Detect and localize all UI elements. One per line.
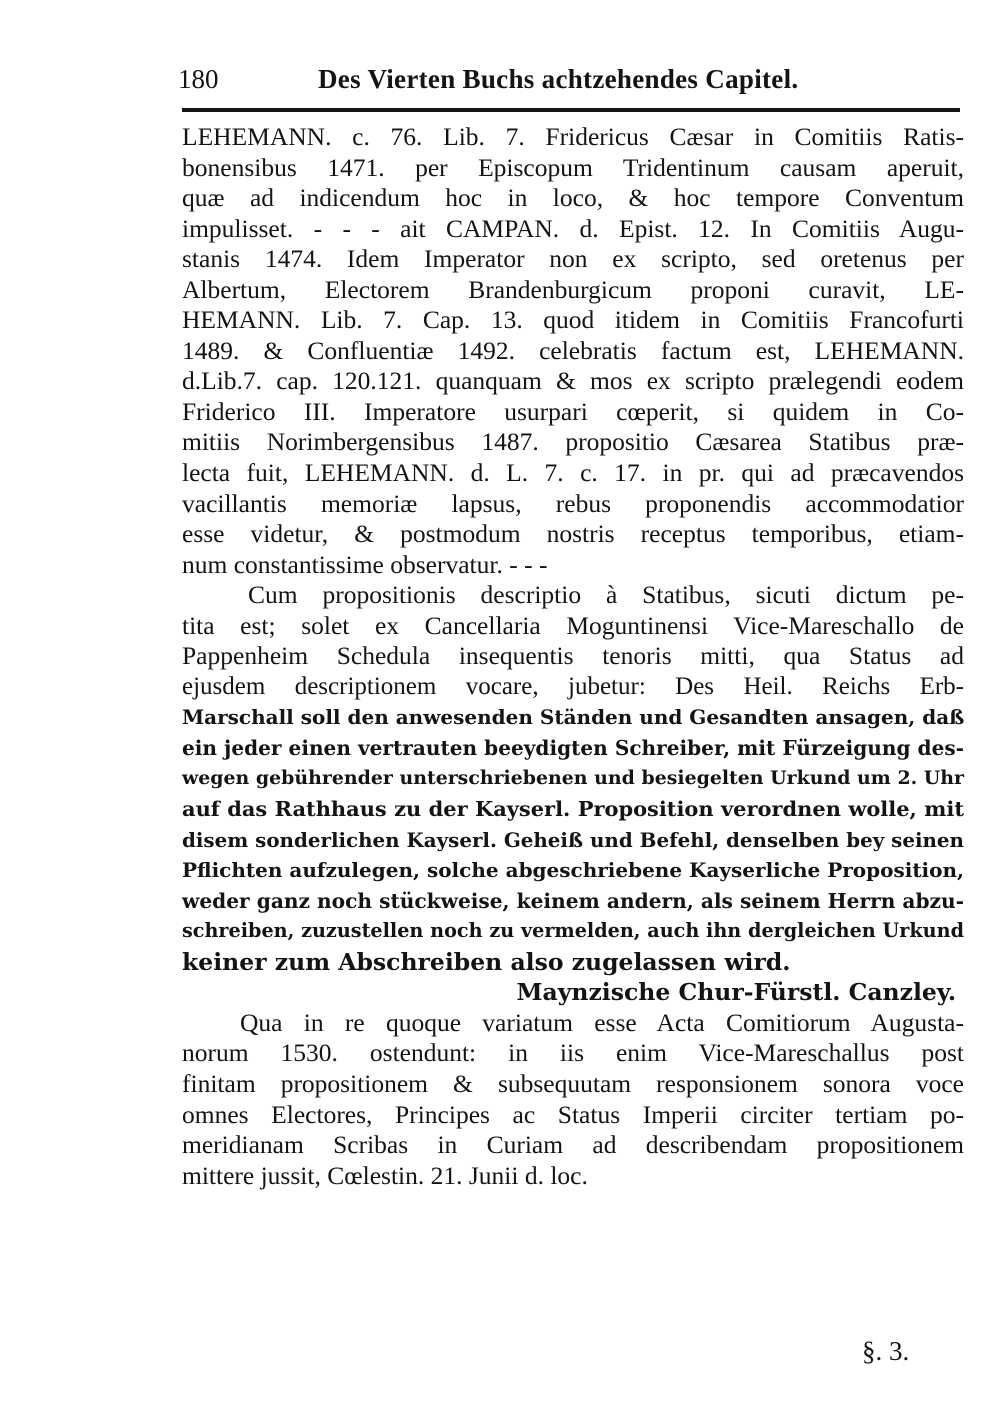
body-text [182,122,964,1191]
fraktur-line: schreiben, zuzustellen noch zu vermelden, auch ihn dergleichen Urkund [182,919,964,943]
text-line: HEMANN. Lib. 7. Cap. 13. quod itidem in Comitiis Francofurti [182,305,964,335]
text-line: lecta fuit, LEHEMANN. d. L. 7. c. 17. in pr. qui ad præcavendos [182,458,964,488]
text-line: stanis 1474. Idem Imperator non ex scripto, sed oretenus per [182,244,964,274]
paragraph-start-line: Qua in re quoque variatum esse Acta Comitiorum Augusta- [240,1007,964,1037]
text-line: vacillantis memoriæ lapsus, rebus proponendis accommodatior [182,488,964,518]
text-line: norum 1530. ostendunt: in iis enim Vice-Mareschallus post [182,1038,964,1068]
text-line: esse videtur, & postmodum nostris receptus temporibus, etiam- [182,519,964,549]
text-line: num constantissime observatur. - - - [182,549,548,579]
fraktur-line: Marschall soll den anwesenden Ständen und Gesandten ansagen, daß [182,705,965,730]
text-line: Friderico III. Imperatore usurpari cœperit, si quidem in Co- [182,396,964,426]
fraktur-line: Pflichten aufzulegen, solche abgeschriebene Kayserliche Proposition, [182,858,964,883]
text-line: Albertum, Electorem Brandenburgicum proponi curavit, LE- [182,274,964,304]
chancery-signature: Maynzische Chur-Fürstl. Canzley. [516,978,956,1007]
fraktur-line: keiner zum Abschreiben also zugelassen wird. [182,947,791,976]
text-line: d.Lib.7. cap. 120.121. quanquam & mos ex scripto prælegendi eodem [182,366,964,396]
page-header [178,64,960,104]
text-line: 1489. & Confluentiæ 1492. celebratis factum est, LEHEMANN. [182,335,964,365]
text-line: impulisset. - - - ait CAMPAN. d. Epist. 12. In Comitiis Augu- [182,213,964,243]
header-rule [182,108,960,112]
text-line: Pappenheim Schedula insequentis tenoris mitti, qua Status ad [182,641,964,671]
text-line: meridianam Scribas in Curiam ad describendam propositionem [182,1130,964,1160]
fraktur-line: disem sonderlichen Kayserl. Geheiß und Befehl, denselben bey seinen [182,827,964,852]
fraktur-line: wegen gebührender unterschriebenen und besiegelten Urkund um 2. Uhr [182,767,964,790]
text-line: tita est; solet ex Cancellaria Moguntinensi Vice-Mareschallo de [182,610,964,640]
text-line: ejusdem descriptionem vocare, jubetur: Des Heil. Reichs Erb- [182,672,964,700]
catchword: §. 3. [862,1336,910,1366]
paragraph-start-line: Cum propositionis descriptio à Statibus, sicuti dictum pe- [248,580,964,610]
text-line: mitiis Norimbergensibus 1487. propositio Cæsarea Statibus præ- [182,427,964,457]
text-line: LEHEMANN. c. 76. Lib. 7. Fridericus Cæsar in Comitiis Ratis- [182,122,964,151]
text-line: finitam propositionem & subsequutam responsionem sonora voce [182,1068,964,1098]
page-number: 180 [178,64,219,94]
running-head: Des Vierten Buchs achtzehendes Capitel. [318,64,799,94]
fraktur-line: auf das Rathhaus zu der Kayserl. Proposition verordnen wolle, mit [182,796,964,822]
fraktur-line: weder ganz noch stückweise, keinem andern, als seinem Herrn abzu- [182,888,964,913]
text-line: mittere jussit, Cœlestin. 21. Junii d. loc. [182,1160,588,1190]
text-line: quæ ad indicendum hoc in loco, & hoc tempore Conventum [182,183,964,213]
fraktur-line: ein jeder einen vertrauten beeydigten Schreiber, mit Fürzeigung des- [182,735,964,760]
text-line: bonensibus 1471. per Episcopum Tridentinum causam aperuit, [182,152,964,182]
text-line: omnes Electores, Principes ac Status Imperii circiter tertiam po- [182,1099,964,1129]
